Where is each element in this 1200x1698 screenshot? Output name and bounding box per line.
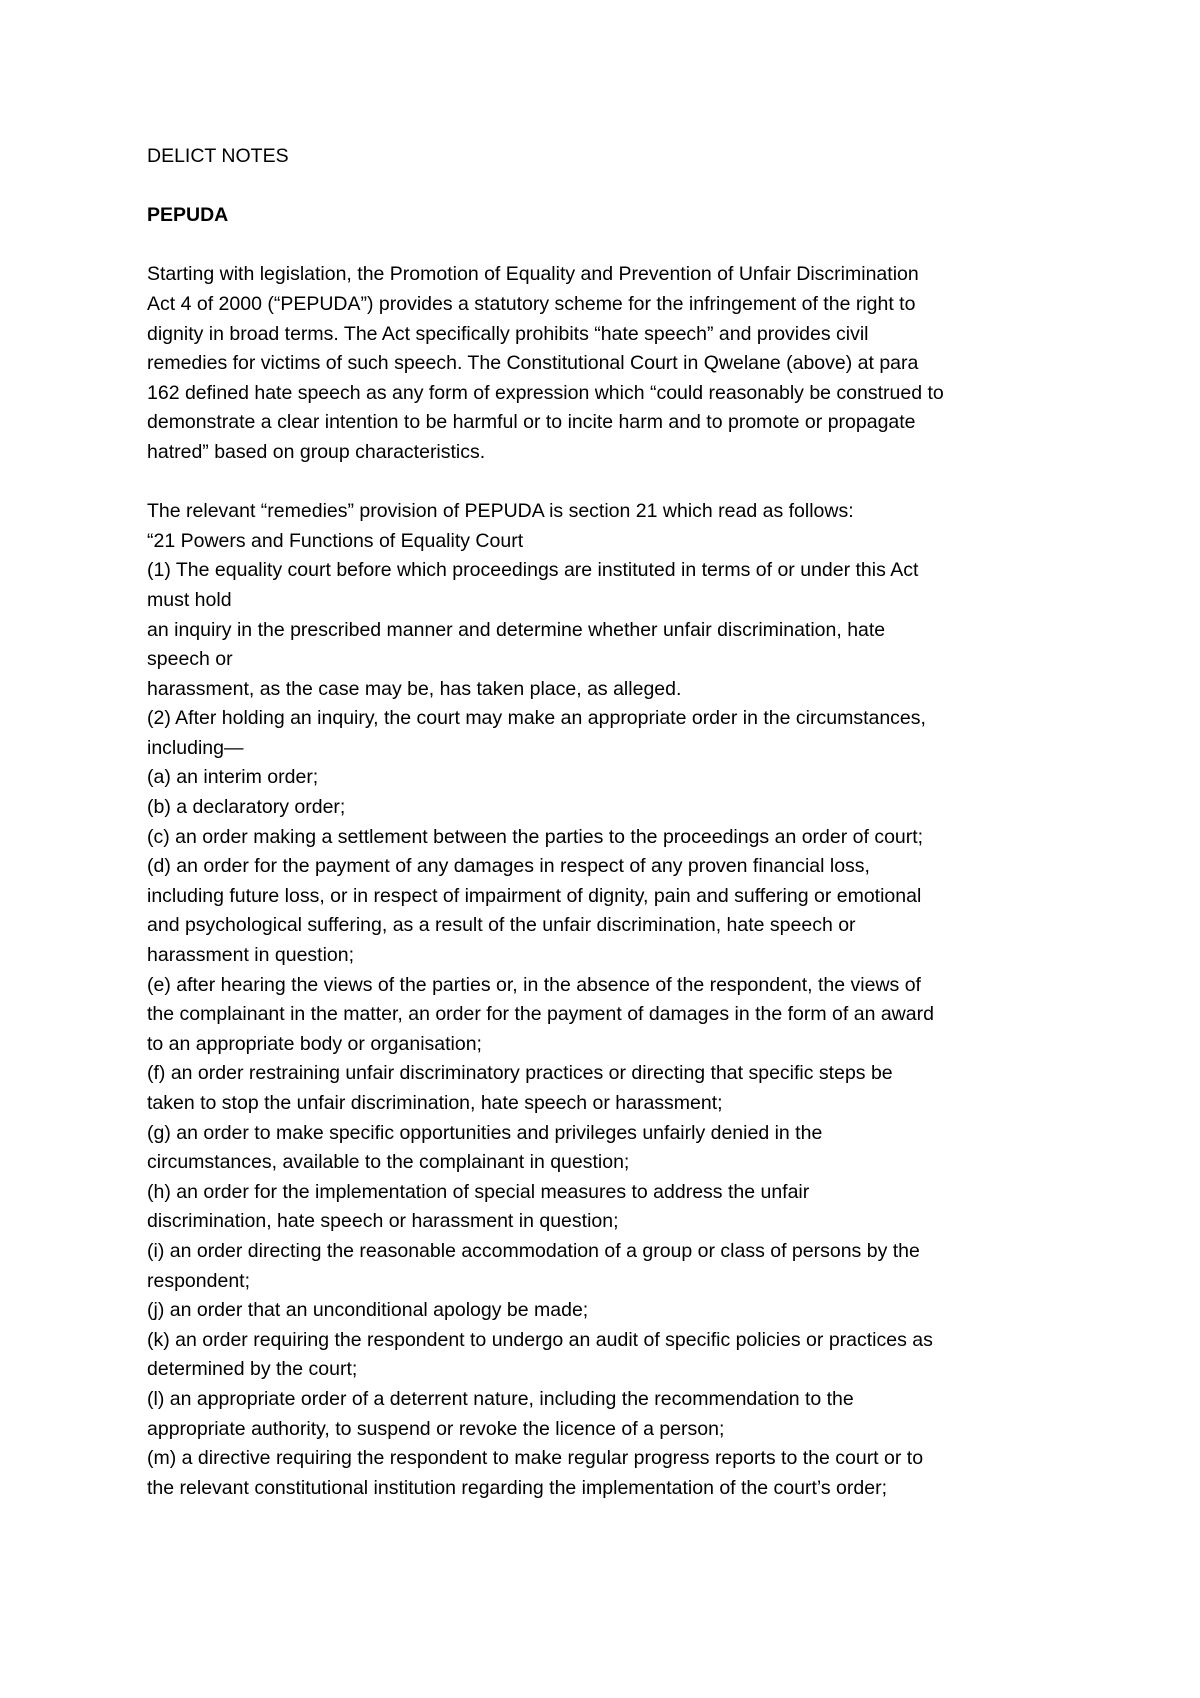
paragraph-line: demonstrate a clear intention to be harmful or to incite harm and to promote or propagate bbox=[147, 411, 916, 434]
section-heading: PEPUDA bbox=[147, 204, 229, 227]
paragraph-line: (b) a declaratory order; bbox=[147, 796, 346, 819]
paragraph-line: “21 Powers and Functions of Equality Court bbox=[147, 529, 524, 552]
paragraph-line: circumstances, available to the complainant in question; bbox=[147, 1151, 630, 1174]
paragraph-line: (i) an order directing the reasonable accommodation of a group or class of persons by the bbox=[147, 1239, 920, 1262]
section-21-text bbox=[147, 497, 1077, 1503]
paragraph-line: (1) The equality court before which proceedings are instituted in terms of or under this Act bbox=[147, 559, 919, 582]
paragraph-line: (c) an order making a settlement between the parties to the proceedings an order of court; bbox=[147, 825, 924, 848]
paragraph-line: an inquiry in the prescribed manner and determine whether unfair discrimination, hate bbox=[147, 618, 886, 641]
paragraph-line: including— bbox=[147, 736, 244, 759]
paragraph-line: The relevant “remedies” provision of PEPUDA is section 21 which read as follows: bbox=[147, 500, 854, 523]
paragraph-line: including future loss, or in respect of impairment of dignity, pain and suffering or emotional bbox=[147, 884, 922, 907]
paragraph-line: speech or bbox=[147, 648, 233, 671]
paragraph-line: (m) a directive requiring the respondent to make regular progress reports to the court or to bbox=[147, 1447, 924, 1470]
paragraph-line: (h) an order for the implementation of special measures to address the unfair bbox=[147, 1180, 810, 1203]
paragraph-line: hatred” based on group characteristics. bbox=[147, 440, 486, 463]
paragraph-line: (2) After holding an inquiry, the court may make an appropriate order in the circumstances, bbox=[147, 707, 926, 730]
document-title: DELICT NOTES bbox=[147, 145, 289, 167]
paragraph-line: (e) after hearing the views of the parties or, in the absence of the respondent, the views of bbox=[147, 973, 921, 996]
paragraph-line: must hold bbox=[147, 588, 232, 611]
spacer bbox=[147, 172, 1077, 202]
paragraph-line: discrimination, hate speech or harassment in question; bbox=[147, 1210, 619, 1233]
paragraph-line: taken to stop the unfair discrimination, hate speech or harassment; bbox=[147, 1092, 723, 1114]
paragraph-line: respondent; bbox=[147, 1269, 250, 1292]
paragraph-line: appropriate authority, to suspend or revoke the licence of a person; bbox=[147, 1417, 725, 1440]
paragraph-line: the complainant in the matter, an order for the payment of damages in the form of an award bbox=[147, 1003, 934, 1026]
spacer bbox=[147, 468, 1077, 498]
paragraph-line: harassment in question; bbox=[147, 944, 355, 967]
paragraph-line: (j) an order that an unconditional apology be made; bbox=[147, 1299, 589, 1322]
paragraph-line: Act 4 of 2000 (“PEPUDA”) provides a statutory scheme for the infringement of the right to bbox=[147, 292, 916, 315]
paragraph-line: Starting with legislation, the Promotion of Equality and Prevention of Unfair Discrimination bbox=[147, 263, 919, 286]
document-page bbox=[147, 142, 1077, 1503]
paragraph-line: dignity in broad terms. The Act specifically prohibits “hate speech” and provides civil bbox=[147, 322, 869, 345]
paragraph-line: (a) an interim order; bbox=[147, 766, 319, 789]
paragraph-line: (k) an order requiring the respondent to undergo an audit of specific policies or practices as bbox=[147, 1328, 933, 1351]
paragraph-line: determined by the court; bbox=[147, 1358, 358, 1381]
paragraph-line: (g) an order to make specific opportunities and privileges unfairly denied in the bbox=[147, 1121, 823, 1144]
intro-paragraph bbox=[147, 260, 1077, 467]
paragraph-line: and psychological suffering, as a result of the unfair discrimination, hate speech or bbox=[147, 914, 856, 937]
paragraph-line: to an appropriate body or organisation; bbox=[147, 1032, 482, 1055]
paragraph-line: remedies for victims of such speech. The Constitutional Court in Qwelane (above) at para bbox=[147, 352, 919, 375]
paragraph-line: (f) an order restraining unfair discriminatory practices or directing that specific steps be bbox=[147, 1062, 893, 1085]
paragraph-line: the relevant constitutional institution regarding the implementation of the court’s order; bbox=[147, 1476, 887, 1499]
paragraph-line: harassment, as the case may be, has taken place, as alleged. bbox=[147, 677, 682, 700]
paragraph-line: 162 defined hate speech as any form of expression which “could reasonably be construed to bbox=[147, 381, 944, 404]
paragraph-line: (l) an appropriate order of a deterrent nature, including the recommendation to the bbox=[147, 1387, 854, 1410]
spacer bbox=[147, 231, 1077, 261]
paragraph-line: (d) an order for the payment of any damages in respect of any proven financial loss, bbox=[147, 855, 870, 878]
